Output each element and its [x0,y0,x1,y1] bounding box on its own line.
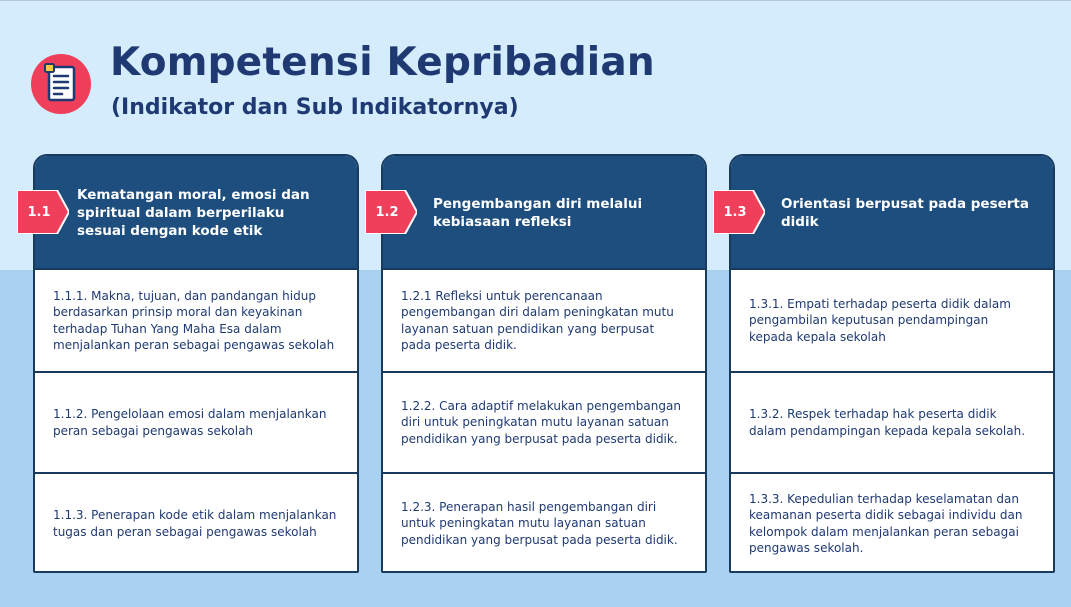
sub-indicator-item: 1.3.1. Empati terhadap peserta didik dalam pengambilan keputusan pendampingan kepada kepala sekolah [749,296,1011,344]
indicator-title: Orientasi berpusat pada peserta didik [781,196,1029,230]
sub-indicator-item: 1.3.2. Respek terhadap hak peserta didik dalam pendampingan kepada kepala sekolah. [731,371,1053,472]
indicator-card-header [375,156,705,270]
clipboard-document-icon [31,54,91,114]
indicator-number: 1.1 [27,204,51,220]
indicator-number-badge [713,190,765,234]
indicator-title: Pengembangan diri melalui kebiasaan refleksi [433,196,643,230]
indicator-card-header [723,156,1053,270]
sub-indicator-item: 1.1.3. Penerapan kode etik dalam menjalankan tugas dan peran sebagai pengawas sekolah [35,472,357,573]
sub-indicator-item: 1.3.3. Kepedulian terhadap keselamatan dan keamanan peserta didik sebagai individu dan kelompok dalam menjalankan peran sebagai pengawas sekolah. [731,472,1053,573]
sub-indicator-item: 1.1.1. Makna, tujuan, dan pandangan hidup berdasarkan prinsip moral dan keyakinan terhadap Tuhan Yang Maha Esa dalam menjalankan peran sebagai pengawas sekolah [53,288,335,352]
sub-indicator-item: 1.2.3. Penerapan hasil pengembangan diri untuk peningkatan mutu layanan satuan pendidikan yang berpusat pada peserta didik. [383,472,705,573]
sub-indicator-item: 1.1.2. Pengelolaan emosi dalam menjalankan peran sebagai pengawas sekolah [35,371,357,472]
indicator-number: 1.3 [723,204,747,220]
indicator-card-1-3 [723,154,1055,573]
indicator-number: 1.2 [375,204,399,220]
indicator-card-1-1 [27,154,359,573]
page-title: Kompetensi Kepribadian [110,40,655,85]
sub-indicator-item: 1.2.2. Cara adaptif melakukan pengembangan diri untuk peningkatan mutu layanan satuan pendidikan yang berpusat pada peserta didik. [383,371,705,472]
indicator-number-badge [17,190,69,234]
indicator-card-1-2 [375,154,707,573]
page-subtitle: (Indikator dan Sub Indikatornya) [111,95,519,120]
sub-indicator-item: 1.2.1 Refleksi untuk perencanaan pengembangan diri dalam peningkatan mutu layanan satuan pendidikan yang berpusat pada peserta didik. [401,288,674,352]
indicator-number-badge [365,190,417,234]
indicator-title: Kematangan moral, emosi dan spiritual dalam berperilaku sesuai dengan kode etik [77,187,310,239]
indicator-card-header [27,156,357,270]
